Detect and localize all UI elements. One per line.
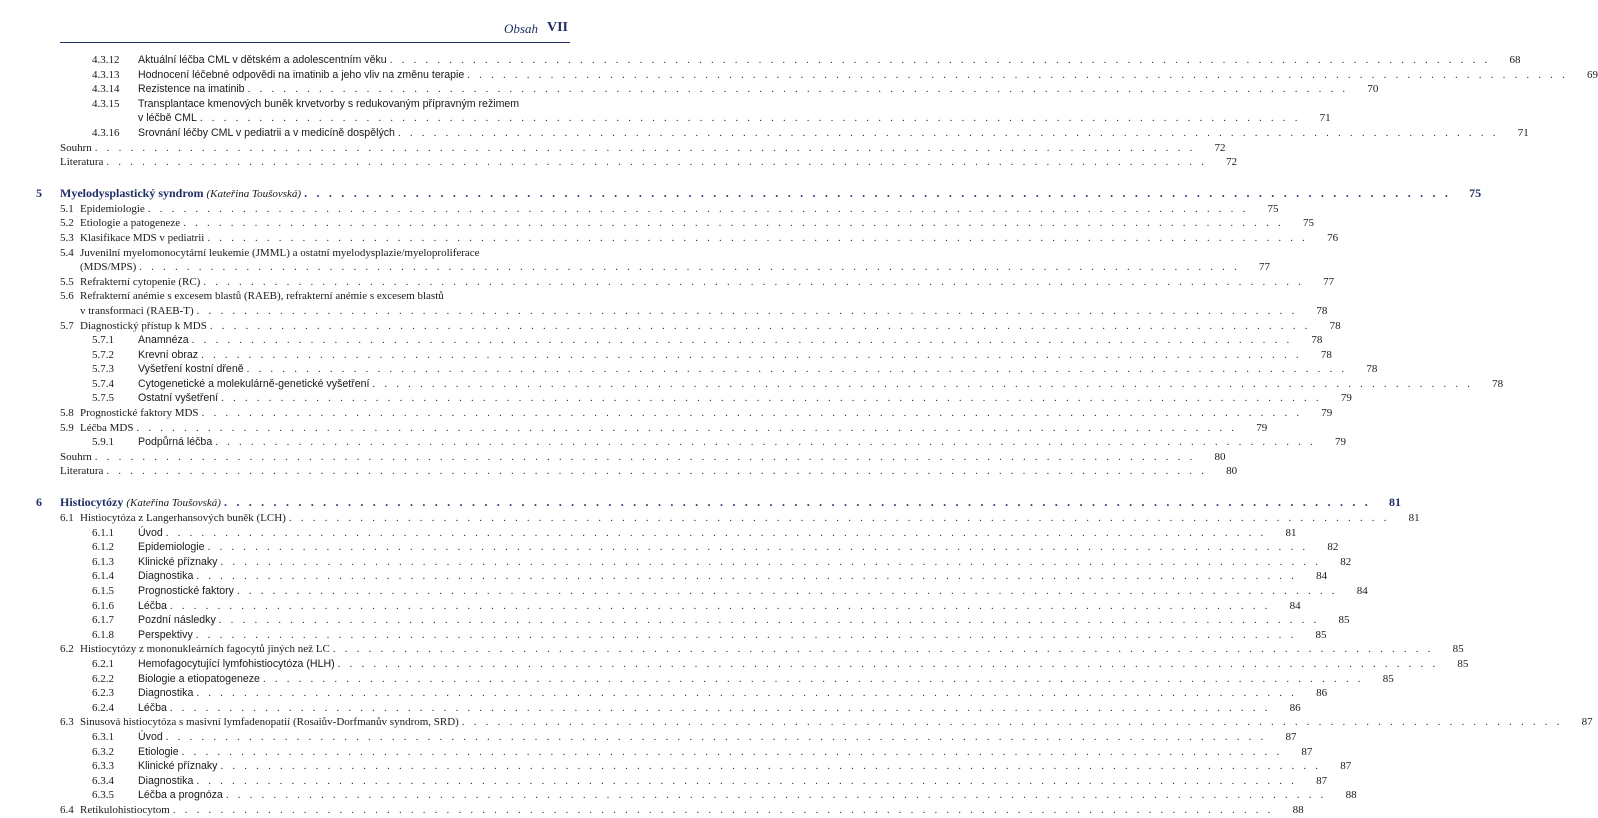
entry-page: 84 [1316, 570, 1328, 583]
chapter-number: 5 [36, 185, 42, 200]
toc-entry[interactable] [0, 511, 1420, 526]
entry-title: Histiocytóza z Langerhansových buněk (LCH) [80, 512, 286, 525]
dot-leader: . . . . . . . . . . . . . . . . . . . . . . . . . . . . . . . . . . . . . . . . . . . . . . . . . . . . . . . . . . . . . . . . . . . . . . . . . . . . . . . . . . . . . . . . . . . . . [196, 304, 1298, 317]
entry-title: Rezistence na imatinib [138, 83, 245, 96]
entry-page: 71 [1319, 112, 1331, 125]
toc-entry[interactable] [0, 745, 1313, 760]
section-gap [0, 479, 600, 494]
table-of-contents [0, 53, 1598, 818]
toc-entry[interactable] [0, 628, 1327, 643]
toc-entry[interactable] [0, 362, 1378, 377]
entry-number: 5.7 [60, 319, 74, 332]
entry-number: 5.9 [60, 421, 74, 434]
entry-title: Diagnostika [138, 774, 194, 787]
dot-leader: . . . . . . . . . . . . . . . . . . . . . . . . . . . . . . . . . . . . . . . . . . . . . . . . . . . . . . . . . . . . . . . . . . . . . . . . . . . . . . . . . . . . . . . . . . . . . [207, 231, 1309, 244]
entry-number: 6.1.6 [92, 599, 114, 612]
toc-entry[interactable] [0, 141, 1226, 156]
entry-title: Literatura [60, 465, 104, 478]
toc-entry[interactable] [0, 642, 1464, 657]
dot-leader: . . . . . . . . . . . . . . . . . . . . . . . . . . . . . . . . . . . . . . . . . . . . . . . . . . . . . . . . . . . . . . . . . . . . . . . . . . . . . . . . . . . . . . . . . . . . . [461, 716, 1563, 729]
entry-page: 87 [1285, 730, 1297, 743]
chapter-title-text: Histiocytózy [60, 495, 124, 510]
dot-leader: . . . . . . . . . . . . . . . . . . . . . . . . . . . . . . . . . . . . . . . . . . . . . . . . . . . . . . . . . . . . . . . . . . . . . . . . . . . . . . . . . . . . . . . . . . . . . [201, 348, 1302, 361]
toc-entry[interactable] [0, 464, 1238, 479]
toc-entry[interactable] [0, 216, 1314, 231]
toc-entry[interactable] [0, 555, 1352, 570]
dot-leader: . . . . . . . . . . . . . . . . . . . . . . . . . . . . . . . . . . . . . . . . . . . . . . . . . . . . . . . . . . . . . . . . . . . . . . . . . . . . . . . . . . . . . . . . . . . . . [203, 275, 1305, 288]
entry-page: 70 [1367, 83, 1379, 96]
entry-page: 85 [1315, 628, 1327, 641]
entry-page: 78 [1316, 304, 1328, 317]
dot-leader: . . . . . . . . . . . . . . . . . . . . . . . . . . . . . . . . . . . . . . . . . . . . . . . . . . . . . . . . . . . . . . . . . . . . . . . . . . . . . . . . . . . . . . . . . . . . . [196, 687, 1298, 700]
entry-title: Hemofagocytující lymfohistiocytóza (HLH) [138, 657, 335, 670]
entry-number: 6.1.1 [92, 526, 114, 539]
dot-leader: . . . . . . . . . . . . . . . . . . . . . . . . . . . . . . . . . . . . . . . . . . . . . . . . . . . . . . . . . . . . . . . . . . . . . . . . . . . . . . . . . . . . . . . . . . . . . [136, 421, 1238, 434]
entry-page: 72 [1214, 141, 1226, 154]
entry-page: 81 [1285, 526, 1297, 539]
entry-page: 78 [1366, 363, 1378, 376]
entry-title: Anamnéza [138, 334, 189, 347]
entry-number: 6.3.3 [92, 760, 114, 773]
entry-title-continuation: v léčbě CML [138, 112, 197, 125]
dot-leader: . . . . . . . . . . . . . . . . . . . . . . . . . . . . . . . . . . . . . . . . . . . . . . . . . . . . . . . . . . . . . . . . . . . . . . . . . . . . . . . . . . . . . . . . . . . . . [106, 465, 1208, 478]
entry-page: 75 [1267, 202, 1279, 215]
entry-title: Úvod [138, 730, 163, 743]
section-gap [0, 170, 600, 185]
entry-page: 88 [1345, 789, 1357, 802]
toc-entry-continuation [0, 260, 1270, 275]
entry-page: 78 [1311, 334, 1323, 347]
entry-title: Biologie a etiopatogeneze [138, 672, 260, 685]
toc-entry[interactable] [0, 377, 1504, 392]
toc-entry[interactable] [0, 435, 1346, 450]
entry-number: 5.7.1 [92, 334, 114, 347]
toc-entry[interactable] [0, 333, 1323, 348]
entry-page: 79 [1334, 436, 1346, 449]
entry-title: Úvod [138, 526, 163, 539]
dot-leader: . . . . . . . . . . . . . . . . . . . . . . . . . . . . . . . . . . . . . . . . . . . . . . . . . . . . . . . . . . . . . . . . . . . . . . . . . . . . . . . . . . . . . . . . . . . . . [201, 407, 1303, 420]
entry-number: 6.2.1 [92, 657, 114, 670]
header-page-number: VII [546, 20, 568, 35]
entry-page: 87 [1301, 745, 1313, 758]
chapter-title-text: Myelodysplastický syndrom [60, 185, 204, 200]
dot-leader: . . . . . . . . . . . . . . . . . . . . . . . . . . . . . . . . . . . . . . . . . . . . . . . . . . . . . . . . . . . . . . . . . . . . . . . . . . . . . . . . . . . . . . . . . . . . . [147, 202, 1249, 215]
entry-number: 5.2 [60, 217, 74, 230]
entry-page: 86 [1289, 701, 1301, 714]
toc-entry[interactable] [0, 657, 1469, 672]
dot-leader: . . . . . . . . . . . . . . . . . . . . . . . . . . . . . . . . . . . . . . . . . . . . . . . . . . . . . . . . . . . . . . . . . . . . . . . . . . . . . . . . . . . . . . . . . . . . . [247, 83, 1349, 96]
dot-leader: . . . . . . . . . . . . . . . . . . . . . . . . . . . . . . . . . . . . . . . . . . . . . . . . . . . . . . . . . . . . . . . . . . . . . . . . . . . . . . . . . . . . . . . . . . . . . [209, 319, 1311, 332]
toc-entry[interactable] [0, 82, 1379, 97]
entry-page: 80 [1226, 465, 1238, 478]
entry-number: 6.3.1 [92, 730, 114, 743]
entry-title: Epidemiologie [80, 202, 145, 215]
toc-entry[interactable] [0, 68, 1598, 83]
dot-leader: . . . . . . . . . . . . . . . . . . . . . . . . . . . . . . . . . . . . . . . . . . . . . . . . . . . . . . . . . . . . . . . . . . . . . . . . . . . . . . . . . . . . . . . . . . . . . [215, 436, 1316, 449]
entry-number: 6.2 [60, 643, 74, 656]
entry-title: Etiologie [138, 745, 179, 758]
toc-entry[interactable] [0, 126, 1529, 141]
dot-leader: . . . . . . . . . . . . . . . . . . . . . . . . . . . . . . . . . . . . . . . . . . . . . . . . . . . . . . . . . . . . . . . . . . . . . . . . . . . . . . . . . . . . . . . . . . . . . [225, 789, 1327, 802]
dot-leader: . . . . . . . . . . . . . . . . . . . . . . . . . . . . . . . . . . . . . . . . . . . . . . . . . . . . . . . . . . . . . . . . . . . . . . . . . . . . . . . . . . . . . . . . . . . . . [106, 156, 1208, 169]
entry-title: Vyšetření kostní dřeně [138, 363, 244, 376]
dot-leader: . . . . . . . . . . . . . . . . . . . . . . . . . . . . . . . . . . . . . . . . . . . . . . . . . . . . . . . . . . . . . . . . . . . . . . . . . . . . . . . . . . . . . . . . . . . . . [169, 701, 1271, 714]
entry-page: 87 [1581, 716, 1593, 729]
toc-entry[interactable] [0, 803, 1304, 818]
toc-entry[interactable] [0, 155, 1238, 170]
toc-entry[interactable] [0, 569, 1328, 584]
toc-entry[interactable] [0, 319, 1341, 334]
entry-number: 5.7.3 [92, 363, 114, 376]
toc-entry[interactable] [0, 759, 1352, 774]
dot-leader: . . . . . . . . . . . . . . . . . . . . . . . . . . . . . . . . . . . . . . . . . . . . . . . . . . . . . . . . . . . . . . . . . . . . . . . . . . . . . . . . . . . . . . . . . . . . . [165, 730, 1267, 743]
entry-page: 77 [1259, 261, 1270, 274]
entry-number: 6.3 [60, 716, 74, 729]
entry-page: 71 [1517, 126, 1529, 139]
entry-number: 6.1.7 [92, 614, 114, 627]
entry-page: 87 [1340, 760, 1352, 773]
dot-leader: . . . . . . . . . . . . . . . . . . . . . . . . . . . . . . . . . . . . . . . . . . . . . . . . . . . . . . . . . . . . . . . . . . . . . . . . . . . . . . . . . . . . . . . . . . . . . [304, 185, 1452, 200]
dot-leader: . . . . . . . . . . . . . . . . . . . . . . . . . . . . . . . . . . . . . . . . . . . . . . . . . . . . . . . . . . . . . . . . . . . . . . . . . . . . . . . . . . . . . . . . . . . . . [397, 126, 1499, 139]
entry-title: Krevní obraz [138, 348, 199, 361]
chapter-heading[interactable] [0, 185, 1482, 202]
dot-leader: . . . . . . . . . . . . . . . . . . . . . . . . . . . . . . . . . . . . . . . . . . . . . . . . . . . . . . . . . . . . . . . . . . . . . . . . . . . . . . . . . . . . . . . . . . . . . [467, 68, 1569, 81]
entry-title: Podpůrná léčba [138, 436, 213, 449]
entry-title: Srovnání léčby CML v pediatrii a v medicíně dospělých [138, 126, 395, 139]
chapter-page: 75 [1469, 185, 1482, 200]
entry-title: Léčba MDS [80, 421, 134, 434]
chapter-title [60, 494, 224, 511]
entry-number: 6.1.8 [92, 628, 114, 641]
entry-title: Perspektivy [138, 628, 193, 641]
entry-page: 77 [1323, 275, 1335, 288]
toc-entry[interactable] [0, 97, 600, 112]
entry-number: 6.2.3 [92, 687, 114, 700]
entry-page: 79 [1321, 407, 1333, 420]
entry-page: 84 [1356, 585, 1368, 597]
dot-leader: . . . . . . . . . . . . . . . . . . . . . . . . . . . . . . . . . . . . . . . . . . . . . . . . . . . . . . . . . . . . . . . . . . . . . . . . . . . . . . . . . . . . . . . . . . . . . [288, 512, 1390, 525]
chapter-heading[interactable] [0, 494, 1401, 511]
toc-entry[interactable] [0, 202, 1279, 217]
dot-leader: . . . . . . . . . . . . . . . . . . . . . . . . . . . . . . . . . . . . . . . . . . . . . . . . . . . . . . . . . . . . . . . . . . . . . . . . . . . . . . . . . . . . . . . . . . . . . [165, 526, 1267, 539]
toc-entry[interactable] [0, 540, 1339, 555]
entry-number: 5.3 [60, 231, 74, 244]
entry-title: Léčba a prognóza [138, 789, 223, 802]
dot-leader: . . . . . . . . . . . . . . . . . . . . . . . . . . . . . . . . . . . . . . . . . . . . . . . . . . . . . . . . . . . . . . . . . . . . . . . . . . . . . . . . . . . . . . . . . . . . . [195, 628, 1297, 641]
entry-page: 68 [1509, 54, 1521, 66]
chapter-title [60, 185, 304, 202]
entry-number: 5.8 [60, 407, 74, 420]
entry-title: Retikulohistiocytom [80, 803, 170, 816]
chapter-author: (Kateřina Toušovská) [126, 497, 221, 510]
dot-leader: . . . . . . . . . . . . . . . . . . . . . . . . . . . . . . . . . . . . . . . . . . . . . . . . . . . . . . . . . . . . . . . . . . . . . . . . . . . . . . . . . . . . . . . . . . . . . [199, 112, 1301, 125]
entry-title: Literatura [60, 156, 104, 169]
entry-title: Epidemiologie [138, 541, 205, 554]
entry-number: 6.3.2 [92, 745, 114, 758]
toc-entry[interactable] [0, 406, 1333, 421]
toc-entry[interactable] [0, 788, 1357, 803]
entry-page: 84 [1289, 599, 1301, 612]
toc-entry[interactable] [0, 421, 1268, 436]
toc-entry[interactable] [0, 53, 1521, 68]
entry-title: Prognostické faktory [138, 585, 234, 597]
toc-entry[interactable] [0, 730, 1297, 745]
entry-number: 6.2.2 [92, 672, 114, 685]
dot-leader: . . . . . . . . . . . . . . . . . . . . . . . . . . . . . . . . . . . . . . . . . . . . . . . . . . . . . . . . . . . . . . . . . . . . . . . . . . . . . . . . . . . . . . . . . . . . . [181, 745, 1283, 758]
entry-number: 5.5 [60, 275, 74, 288]
entry-title: Diagnostika [138, 687, 194, 700]
entry-title-continuation: v transformaci (RAEB-T) [80, 304, 194, 317]
toc-entry[interactable] [0, 450, 1226, 465]
dot-leader: . . . . . . . . . . . . . . . . . . . . . . . . . . . . . . . . . . . . . . . . . . . . . . . . . . . . . . . . . . . . . . . . . . . . . . . . . . . . . . . . . . . . . . . . . . . . . [332, 643, 1434, 656]
entry-page: 81 [1408, 512, 1420, 525]
entry-page: 76 [1327, 231, 1339, 244]
toc-entry[interactable] [0, 613, 1350, 628]
toc-entry[interactable] [0, 584, 1368, 599]
dot-leader: . . . . . . . . . . . . . . . . . . . . . . . . . . . . . . . . . . . . . . . . . . . . . . . . . . . . . . . . . . . . . . . . . . . . . . . . . . . . . . . . . . . . . . . . . . . . . [139, 261, 1240, 274]
toc-entry-continuation [0, 111, 1331, 126]
toc-entry[interactable] [0, 391, 1352, 406]
entry-number: 4.3.16 [92, 126, 120, 139]
entry-number: 4.3.12 [92, 54, 120, 66]
entry-page: 79 [1256, 421, 1268, 434]
entry-page: 86 [1316, 687, 1328, 700]
entry-page: 85 [1338, 614, 1350, 627]
entry-page: 87 [1316, 774, 1328, 787]
toc-entry[interactable] [0, 246, 600, 261]
chapter-number: 6 [36, 495, 42, 510]
entry-title: Léčba [138, 701, 167, 714]
toc-entry-continuation [0, 304, 1328, 319]
dot-leader: . . . . . . . . . . . . . . . . . . . . . . . . . . . . . . . . . . . . . . . . . . . . . . . . . . . . . . . . . . . . . . . . . . . . . . . . . . . . . . . . . . . . . . . . . . . . . [183, 217, 1284, 230]
entry-page: 78 [1320, 348, 1332, 361]
dot-leader: . . . . . . . . . . . . . . . . . . . . . . . . . . . . . . . . . . . . . . . . . . . . . . . . . . . . . . . . . . . . . . . . . . . . . . . . . . . . . . . . . . . . . . . . . . . . . [220, 555, 1322, 568]
entry-title: Klinické příznaky [138, 760, 218, 773]
entry-page: 75 [1302, 217, 1314, 230]
entry-title: Ostatní vyšetření [138, 392, 219, 405]
entry-page: 80 [1214, 450, 1226, 463]
entry-title: Histiocytózy z mononukleárních fagocytů jiných než LC [80, 643, 330, 656]
toc-entry[interactable] [0, 599, 1301, 614]
entry-title: Etiologie a patogeneze [80, 217, 181, 230]
dot-leader: . . . . . . . . . . . . . . . . . . . . . . . . . . . . . . . . . . . . . . . . . . . . . . . . . . . . . . . . . . . . . . . . . . . . . . . . . . . . . . . . . . . . . . . . . . . . . [262, 672, 1364, 685]
chapter-page: 81 [1388, 495, 1401, 510]
entry-page: 78 [1492, 377, 1504, 390]
toc-entry[interactable] [0, 774, 1328, 789]
entry-title: Léčba [138, 599, 167, 612]
entry-title: Refrakterní anémie s excesem blastů (RAEB), refrakterní anémie s excesem blastů [80, 290, 444, 303]
entry-number: 6.3.4 [92, 774, 114, 787]
dot-leader: . . . . . . . . . . . . . . . . . . . . . . . . . . . . . . . . . . . . . . . . . . . . . . . . . . . . . . . . . . . . . . . . . . . . . . . . . . . . . . . . . . . . . . . . . . . . . [191, 334, 1293, 347]
entry-title: Refrakterní cytopenie (RC) [80, 275, 201, 288]
dot-leader: . . . . . . . . . . . . . . . . . . . . . . . . . . . . . . . . . . . . . . . . . . . . . . . . . . . . . . . . . . . . . . . . . . . . . . . . . . . . . . . . . . . . . . . . . . . . . [221, 392, 1322, 405]
toc-entry[interactable] [0, 275, 1335, 290]
entry-number: 5.7.4 [92, 377, 114, 390]
entry-number: 5.9.1 [92, 436, 114, 449]
toc-entry[interactable] [0, 289, 600, 304]
entry-number: 6.1.3 [92, 555, 114, 568]
entry-number: 6.1.5 [92, 585, 114, 597]
entry-title: Pozdní následky [138, 614, 216, 627]
entry-title: Klinické příznaky [138, 555, 218, 568]
dot-leader: . . . . . . . . . . . . . . . . . . . . . . . . . . . . . . . . . . . . . . . . . . . . . . . . . . . . . . . . . . . . . . . . . . . . . . . . . . . . . . . . . . . . . . . . . . . . . [196, 570, 1298, 583]
header-section-title: Obsah [504, 21, 538, 36]
entry-number: 4.3.14 [92, 83, 120, 96]
dot-leader: . . . . . . . . . . . . . . . . . . . . . . . . . . . . . . . . . . . . . . . . . . . . . . . . . . . . . . . . . . . . . . . . . . . . . . . . . . . . . . . . . . . . . . . . . . . . . [196, 774, 1298, 787]
dot-leader: . . . . . . . . . . . . . . . . . . . . . . . . . . . . . . . . . . . . . . . . . . . . . . . . . . . . . . . . . . . . . . . . . . . . . . . . . . . . . . . . . . . . . . . . . . . . . [94, 450, 1196, 463]
dot-leader: . . . . . . . . . . . . . . . . . . . . . . . . . . . . . . . . . . . . . . . . . . . . . . . . . . . . . . . . . . . . . . . . . . . . . . . . . . . . . . . . . . . . . . . . . . . . . [218, 614, 1320, 627]
entry-page: 82 [1327, 541, 1339, 554]
entry-number: 5.6 [60, 290, 74, 303]
dot-leader: . . . . . . . . . . . . . . . . . . . . . . . . . . . . . . . . . . . . . . . . . . . . . . . . . . . . . . . . . . . . . . . . . . . . . . . . . . . . . . . . . . . . . . . . . . . . . [236, 585, 1338, 597]
entry-page: 85 [1382, 672, 1394, 685]
entry-number: 5.7.2 [92, 348, 114, 361]
dot-leader: . . . . . . . . . . . . . . . . . . . . . . . . . . . . . . . . . . . . . . . . . . . . . . . . . . . . . . . . . . . . . . . . . . . . . . . . . . . . . . . . . . . . . . . . . . . . . [246, 363, 1348, 376]
toc-entry[interactable] [0, 686, 1328, 701]
entry-title: Cytogenetické a molekulárně-genetické vyšetření [138, 377, 370, 390]
entry-number: 6.3.5 [92, 789, 114, 802]
entry-title: Aktuální léčba CML v dětském a adolescentním věku [138, 54, 387, 66]
entry-page: 78 [1329, 319, 1341, 332]
entry-page: 72 [1226, 156, 1238, 169]
entry-number: 6.2.4 [92, 701, 114, 714]
toc-entry[interactable] [0, 526, 1297, 541]
entry-title: Hodnocení léčebné odpovědi na imatinib a jeho vliv na změnu terapie [138, 68, 465, 81]
entry-title: Sinusová histiocytóza s masivní lymfadenopatií (Rosaiův-Dorfmanův syndrom, SRD) [80, 716, 459, 729]
dot-leader: . . . . . . . . . . . . . . . . . . . . . . . . . . . . . . . . . . . . . . . . . . . . . . . . . . . . . . . . . . . . . . . . . . . . . . . . . . . . . . . . . . . . . . . . . . . . . [94, 141, 1196, 154]
entry-number: 5.4 [60, 246, 74, 259]
toc-entry[interactable] [0, 715, 1593, 730]
entry-number: 6.1.4 [92, 570, 114, 583]
entry-number: 6.4 [60, 803, 74, 816]
entry-page: 79 [1340, 392, 1352, 405]
dot-leader: . . . . . . . . . . . . . . . . . . . . . . . . . . . . . . . . . . . . . . . . . . . . . . . . . . . . . . . . . . . . . . . . . . . . . . . . . . . . . . . . . . . . . . . . . . . . . [172, 803, 1274, 816]
entry-page: 88 [1292, 803, 1304, 816]
dot-leader: . . . . . . . . . . . . . . . . . . . . . . . . . . . . . . . . . . . . . . . . . . . . . . . . . . . . . . . . . . . . . . . . . . . . . . . . . . . . . . . . . . . . . . . . . . . . . [207, 541, 1309, 554]
entry-number: 6.1.2 [92, 541, 114, 554]
toc-entry[interactable] [0, 348, 1332, 363]
dot-leader: . . . . . . . . . . . . . . . . . . . . . . . . . . . . . . . . . . . . . . . . . . . . . . . . . . . . . . . . . . . . . . . . . . . . . . . . . . . . . . . . . . . . . . . . . . . . . [223, 495, 1371, 510]
toc-entry[interactable] [0, 231, 1339, 246]
entry-title: Klasifikace MDS v pediatrii [80, 231, 205, 244]
dot-leader: . . . . . . . . . . . . . . . . . . . . . . . . . . . . . . . . . . . . . . . . . . . . . . . . . . . . . . . . . . . . . . . . . . . . . . . . . . . . . . . . . . . . . . . . . . . . . [337, 657, 1439, 670]
running-header [60, 18, 570, 43]
entry-page: 69 [1587, 68, 1598, 81]
entry-number: 5.7.5 [92, 392, 114, 405]
entry-page: 82 [1340, 555, 1352, 568]
entry-title: Transplantace kmenových buněk krvetvorby s redukovaným přípravným režimem [138, 97, 520, 110]
entry-page: 85 [1452, 643, 1464, 656]
entry-number: 6.1 [60, 512, 74, 525]
toc-entry[interactable] [0, 701, 1301, 716]
entry-number: 4.3.13 [92, 68, 120, 81]
chapter-author: (Kateřina Toušovská) [206, 187, 302, 200]
dot-leader: . . . . . . . . . . . . . . . . . . . . . . . . . . . . . . . . . . . . . . . . . . . . . . . . . . . . . . . . . . . . . . . . . . . . . . . . . . . . . . . . . . . . . . . . . . . . . [169, 599, 1271, 612]
entry-title: Juvenilní myelomonocytární leukemie (JMML) a ostatní myelodysplazie/myeloproliferace [80, 246, 480, 259]
entry-page: 85 [1457, 657, 1469, 670]
entry-title: Prognostické faktory MDS [80, 407, 199, 420]
entry-title-continuation: (MDS/MPS) [80, 261, 137, 274]
toc-entry[interactable] [0, 672, 1394, 687]
dot-leader: . . . . . . . . . . . . . . . . . . . . . . . . . . . . . . . . . . . . . . . . . . . . . . . . . . . . . . . . . . . . . . . . . . . . . . . . . . . . . . . . . . . . . . . . . . . . . [389, 54, 1491, 66]
entry-title: Diagnostický přístup k MDS [80, 319, 207, 332]
entry-title: Diagnostika [138, 570, 194, 583]
entry-title: Souhrn [60, 141, 92, 154]
dot-leader: . . . . . . . . . . . . . . . . . . . . . . . . . . . . . . . . . . . . . . . . . . . . . . . . . . . . . . . . . . . . . . . . . . . . . . . . . . . . . . . . . . . . . . . . . . . . . [220, 760, 1322, 773]
entry-number: 5.1 [60, 202, 74, 215]
entry-title: Souhrn [60, 450, 92, 463]
dot-leader: . . . . . . . . . . . . . . . . . . . . . . . . . . . . . . . . . . . . . . . . . . . . . . . . . . . . . . . . . . . . . . . . . . . . . . . . . . . . . . . . . . . . . . . . . . . . . [372, 377, 1474, 390]
entry-number: 4.3.15 [92, 97, 120, 110]
